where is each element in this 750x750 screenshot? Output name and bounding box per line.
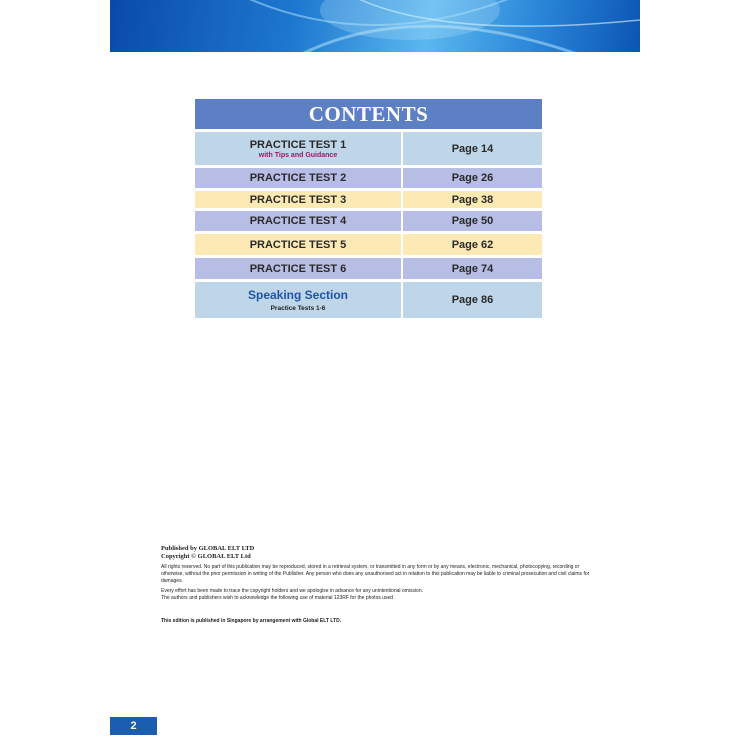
row-page: Page 14 — [451, 142, 494, 155]
row-label: Speaking Section — [247, 288, 349, 302]
row-page: Page 74 — [451, 262, 494, 275]
row-label-cell — [195, 258, 403, 279]
row-label-cell — [195, 132, 403, 165]
row-label: PRACTICE TEST 5 — [249, 238, 347, 251]
copyright-line: Copyright © GLOBAL ELT Ltd — [161, 553, 251, 560]
row-label: PRACTICE TEST 1 — [249, 138, 347, 151]
row-label-cell — [195, 234, 403, 255]
row-label: PRACTICE TEST 6 — [249, 262, 347, 275]
contents-row-test-3[interactable] — [195, 190, 542, 208]
contents-row-test-4[interactable] — [195, 210, 542, 231]
acknowledgement: The authors and publishers wish to acknowledge the following use of material 123RF for the photos used — [161, 595, 394, 601]
row-page: Page 26 — [451, 172, 494, 184]
published-by: Published by GLOBAL ELT LTD — [161, 545, 255, 552]
edition-note: This edition is published in Singapore by arrangement with Global ELT LTD. — [161, 618, 342, 624]
row-page: Page 50 — [451, 215, 494, 227]
row-label-cell — [195, 282, 403, 318]
banner-swoosh — [110, 0, 640, 52]
contents-row-test-6[interactable] — [195, 257, 542, 279]
row-label-cell — [195, 191, 403, 208]
row-page: Page 86 — [451, 294, 494, 306]
row-label: PRACTICE TEST 3 — [249, 193, 347, 206]
contents-title: CONTENTS — [195, 99, 542, 129]
rights-statement: All rights reserved. No part of this publication may be reproduced, stored in a retrieval system, or transmitted in any form or by any means, electronic, mechanical, photocopying, recording or otherwise, without the prior permission in writing of the Publisher. Any person who does any unauthorised act in relation to this publication may be liable to criminal prosecution and civil claims for damages. — [161, 564, 590, 584]
document-page — [110, 0, 640, 750]
contents-row-test-5[interactable] — [195, 233, 542, 255]
effort-statement: Every effort has been made to trace the copyright holders and we apologise in advance for any unintentional omission. — [161, 588, 424, 594]
row-label-cell — [195, 168, 403, 188]
row-page: Page 62 — [451, 238, 494, 251]
row-label: PRACTICE TEST 4 — [249, 215, 347, 227]
contents-row-test-2[interactable] — [195, 167, 542, 188]
contents-table — [195, 99, 542, 318]
row-sublabel: Practice Tests 1-6 — [270, 305, 326, 312]
row-label: PRACTICE TEST 2 — [249, 172, 347, 184]
row-page: Page 38 — [451, 193, 494, 206]
contents-row-speaking[interactable] — [195, 281, 542, 318]
contents-row-test-1[interactable] — [195, 131, 542, 165]
row-label-cell — [195, 211, 403, 231]
row-sublabel: with Tips and Guidance — [258, 151, 338, 159]
header-banner — [110, 0, 640, 52]
publisher-info — [161, 545, 591, 624]
page-number-badge: 2 — [110, 717, 157, 735]
